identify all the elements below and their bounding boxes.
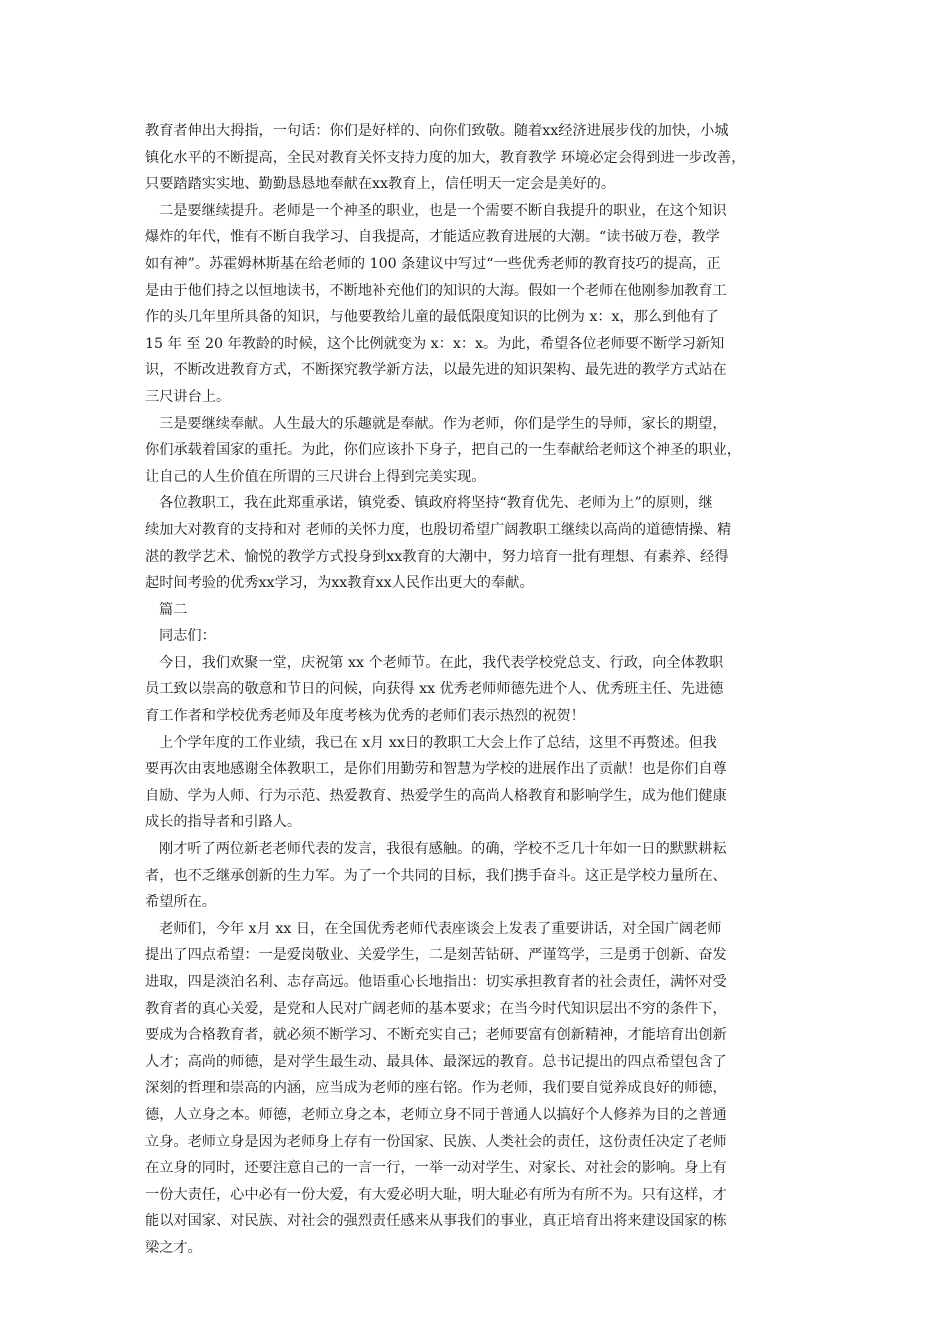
text-line: 立身。老师立身是因为老师身上存有一份国家、民族、人类社会的责任，这份责任决定了老师 [145,1133,727,1150]
text-line: 育工作者和学校优秀老师及年度考核为优秀的老师们表示热烈的祝贺！ [145,708,585,725]
text-line: 在立身的同时，还要注意自己的一言一行，一举一动对学生、对家长、对社会的影响。身上有 [145,1160,727,1177]
text-line: 起时间考验的优秀xx学习，为xx教育xx人民作出更大的奉献。 [145,575,534,592]
document-page [145,118,810,1262]
text-line: 15 年 至 20 年教龄的时候，这个比例就变为 x：x：x。为此，希望各位老师要不断学习新知 [145,335,725,352]
text-line: 人才；高尚的师德，是对学生最生动、最具体、最深远的教育。总书记提出的四点希望包含了 [145,1053,727,1070]
text-line: 教育者的真心关爱，是党和人民对广阔老师的基本要求；在当今时代知识层出不穷的条件下， [145,1000,727,1017]
text-line: 只要踏踏实实地、勤勤恳恳地奉献在xx教育上，信任明天一定会是美好的。 [145,176,616,193]
text-line: 爆炸的年代，惟有不断自我学习、自我提高，才能适应教育进展的大潮。“读书破万卷，教学 [145,229,720,246]
text-line: 二是要继续提升。老师是一个神圣的职业，也是一个需要不断自我提升的职业，在这个知识 [159,202,727,219]
text-line: 提出了四点希望：一是爱岗敬业、关爱学生，二是刻苦钻研、严谨笃学，三是勇于创新、奋发 [145,947,727,964]
text-line: 续加大对教育的支持和对 老师的关怀力度，也殷切希望广阔教职工继续以高尚的道德情操、精 [145,521,732,538]
text-line: 上个学年度的工作业绩，我已在 x月 xx日的教职工大会上作了总结，这里不再赘述。但我 [159,734,717,751]
text-line: 要再次由衷地感谢全体教职工，是你们用勤劳和智慧为学校的进展作出了贡献！也是你们自尊 [145,761,727,778]
text-line: 梁之才。 [145,1239,202,1256]
text-line: 员工致以崇高的敬意和节日的问候，向获得 xx 优秀老师师德先进个人、优秀班主任、先进德 [145,681,724,698]
text-line: 今日，我们欢聚一堂，庆祝第 xx 个老师节。在此，我代表学校党总支、行政，向全体教职 [159,654,724,671]
text-line: 如有神”。苏霍姆林斯基在给老师的 100 条建议中写过“一些优秀老师的教育技巧的提高，正 [145,255,721,272]
text-line: 是由于他们持之以恒地读书，不断地补充他们的知识的大海。假如一个老师在他刚参加教育工 [145,282,727,299]
text-line: 自励、学为人师、行为示范、热爱教育、热爱学生的高尚人格教育和影响学生，成为他们健康 [145,787,727,804]
text-line: 湛的教学艺术、愉悦的教学方式投身到xx教育的大潮中，努力培育一批有理想、有素养、经得 [145,548,729,565]
text-line: 三是要继续奉献。人生最大的乐趣就是奉献。作为老师，你们是学生的导师，家长的期望， [159,415,727,432]
text-line: 能以对国家、对民族、对社会的强烈责任感来从事我们的事业，真正培育出将来建设国家的栋 [145,1213,727,1230]
text-line: 一份大责任，心中必有一份大爱，有大爱必明大耻，明大耻必有所为有所不为。只有这样，才 [145,1186,727,1203]
text-line: 希望所在。 [145,894,216,911]
text-line: 德，人立身之本。师德，老师立身之本，老师立身不同于普通人以搞好个人修养为目的之普通 [145,1106,727,1123]
text-line: 同志们： [159,628,216,645]
text-line: 识，不断改进教育方式，不断探究教学新方法，以最先进的知识架构、最先进的教学方式站在 [145,362,727,379]
text-line: 让自己的人生价值在所谓的三尺讲台上得到完美实现。 [145,468,486,485]
text-line: 镇化水平的不断提高，全民对教育关怀支持力度的加大，教育教学 环境必定会得到进一步改善， [145,149,746,166]
text-line: 各位教职工，我在此郑重承诺，镇党委、镇政府将坚持“教育优先、老师为上”的原则，继 [159,495,713,512]
text-line: 进取，四是淡泊名利、志存高远。他语重心长地指出：切实承担教育者的社会责任，满怀对受 [145,974,727,990]
text-line: 要成为合格教育者，就必须不断学习、不断充实自己；老师要富有创新精神，才能培育出创新 [145,1027,727,1044]
text-line: 作的头几年里所具备的知识，与他要教给儿童的最低限度知识的比例为 x：x，那么到他有了 [145,309,719,326]
text-line: 刚才听了两位新老老师代表的发言，我很有感触。的确，学校不乏几十年如一日的默默耕耘 [159,841,727,858]
text-line: 你们承载着国家的重托。为此，你们应该扑下身子，把自己的一生奉献给老师这个神圣的职业， [145,442,741,459]
text-line: 教育者伸出大拇指，一句话：你们是好样的、向你们致敬。随着xx经济进展步伐的加快，小城 [145,123,729,139]
text-line: 深刻的哲理和崇高的内涵，应当成为老师的座右铭。作为老师，我们要自觉养成良好的师德， [145,1080,727,1097]
text-line: 成长的指导者和引路人。 [145,814,302,831]
text-line: 三尺讲台上。 [145,388,231,405]
text-line: 老师们，今年 x月 xx 日，在全国优秀老师代表座谈会上发表了重要讲话，对全国广阔老师 [159,920,722,937]
text-line: 者，也不乏继承创新的生力军。为了一个共同的目标，我们携手奋斗。这正是学校力量所在、 [145,867,727,884]
text-line: 篇二 [159,601,188,618]
